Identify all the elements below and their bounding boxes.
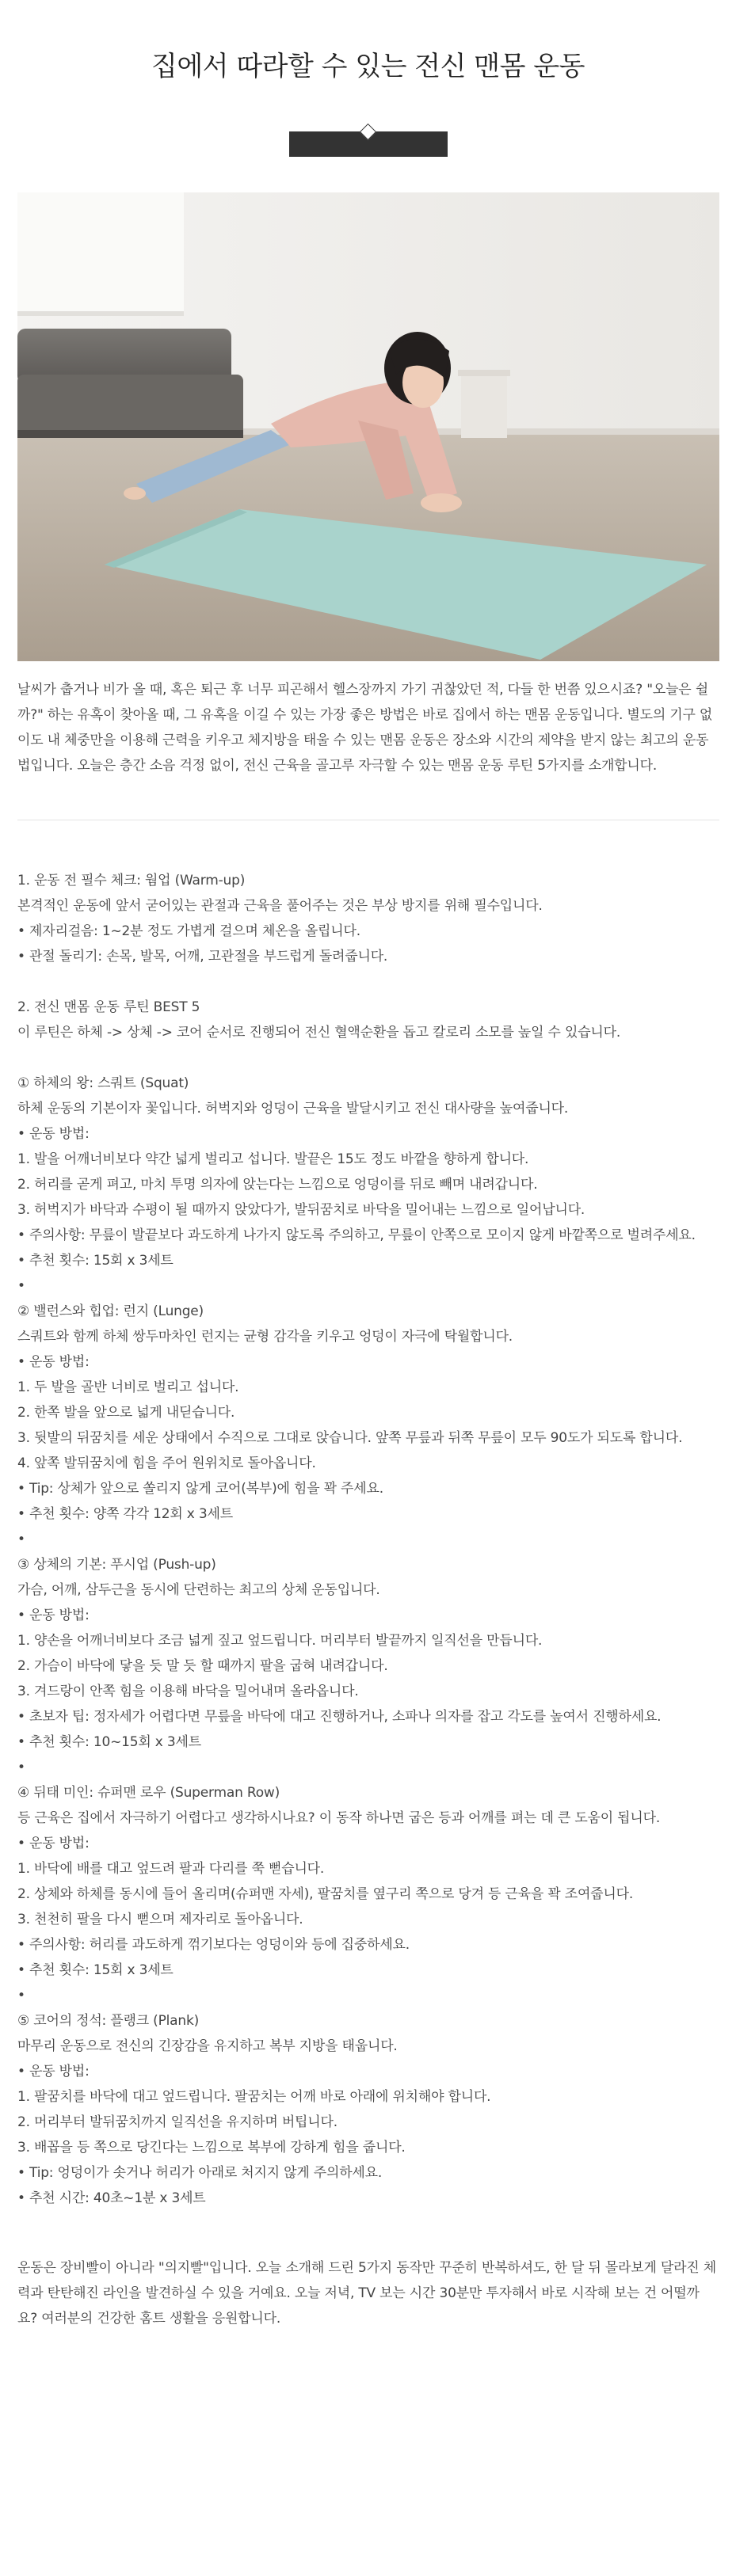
body-line: 2. 허리를 곧게 펴고, 마치 투명 의자에 앉는다는 느낌으로 엉덩이를 뒤로 빼며 내려갑니다. (17, 1177, 538, 1193)
body-line: 2. 한쪽 발을 앞으로 넓게 내딛습니다. (17, 1405, 235, 1421)
body-line: 4. 앞쪽 발뒤꿈치에 힘을 주어 원위치로 돌아옵니다. (17, 1455, 316, 1471)
body-line: • 추천 횟수: 15회 x 3세트 (17, 1962, 174, 1978)
hero-plank-photo (17, 192, 719, 661)
blank-line (17, 969, 719, 995)
body-line: 3. 허벅지가 바닥과 수평이 될 때까지 앉았다가, 발뒤꿈치로 바닥을 밀어내는 느낌으로 일어납니다. (17, 1202, 585, 1218)
body-line: 1. 팔꿈치를 바닥에 대고 엎드립니다. 팔꿈치는 어깨 바로 아래에 위치해야 합니다. (17, 2089, 491, 2105)
body-line: 1. 양손을 어깨너비보다 조금 넓게 짚고 엎드립니다. 머리부터 발끝까지 일직선을 만듭니다. (17, 1633, 543, 1649)
body-line: 2. 전신 맨몸 운동 루틴 BEST 5 (17, 999, 200, 1015)
body-line: 3. 겨드랑이 안쪽 힘을 이용해 바닥을 밀어내며 올라옵니다. (17, 1684, 359, 1699)
body-line: 2. 상체와 하체를 동시에 들어 올리며(슈퍼맨 자세), 팔꿈치를 옆구리 쪽으로 당겨 등 근육을 꽉 조여줍니다. (17, 1886, 634, 1902)
body-line: • 운동 방법: (17, 1836, 90, 1851)
body-line: • (17, 1988, 25, 2003)
diamond-ornament-icon (289, 124, 448, 140)
body-line: • 운동 방법: (17, 2064, 90, 2079)
body-line: • Tip: 엉덩이가 솟거나 허리가 아래로 처지지 않게 주의하세요. (17, 2165, 383, 2181)
body-line: 3. 배꼽을 등 쪽으로 당긴다는 느낌으로 복부에 강하게 힘을 줍니다. (17, 2140, 406, 2156)
body-line: 1. 바닥에 배를 대고 엎드려 팔과 다리를 쭉 뻗습니다. (17, 1861, 325, 1877)
body-line: 2. 머리부터 발뒤꿈치까지 일직선을 유지하며 버팁니다. (17, 2114, 337, 2130)
body-line: • (17, 1278, 25, 1294)
body-line: 가슴, 어깨, 삼두근을 동시에 단련하는 최고의 상체 운동입니다. (17, 1582, 380, 1598)
body-line: ③ 상체의 기본: 푸시업 (Push-up) (17, 1557, 216, 1573)
body-line: 3. 뒷발의 뒤꿈치를 세운 상태에서 수직으로 그대로 앉습니다. 앞쪽 무릎과 뒤쪽 무릎이 모두 90도가 되도록 합니다. (17, 1430, 683, 1446)
body-line: ② 밸런스와 힙업: 런지 (Lunge) (17, 1303, 204, 1319)
body-line: • 추천 횟수: 15회 x 3세트 (17, 1253, 174, 1269)
body-line: 하체 운동의 기본이자 꽃입니다. 허벅지와 엉덩이 근육을 발달시키고 전신 대사량을 높여줍니다. (17, 1101, 569, 1117)
body-line: • 운동 방법: (17, 1608, 90, 1623)
body-line: • 추천 횟수: 10~15회 x 3세트 (17, 1734, 201, 1750)
plank-illustration (17, 192, 719, 661)
intro-paragraph: 날씨가 춥거나 비가 올 때, 혹은 퇴근 후 너무 피곤해서 헬스장까지 가기 귀찮았던 적, 다들 한 번쯤 있으시죠? "오늘은 쉴까?" 하는 유혹이 찾아올 때, 그 유혹을 이길 수 있는 가장 좋은 방법은 바로 집에서 하는 맨몸 운동입니다. 별도의 기구 없이도 내 체중만을 이용해 근력을 키우고 체지방을 태울 수 있는 맨몸 운동은 장소와 시간의 제약을 받지 않는 최고의 운동법입니다. 오늘은 층간 소음 걱정 없이, 전신 근육을 골고루 자극할 수 있는 맨몸 운동 루틴 5가지를 소개합니다. (17, 682, 713, 774)
body-line: 본격적인 운동에 앞서 굳어있는 관절과 근육을 풀어주는 것은 부상 방지를 위해 필수입니다. (17, 898, 543, 914)
body-line: • 운동 방법: (17, 1126, 90, 1142)
body-line: 1. 두 발을 골반 너비로 벌리고 섭니다. (17, 1379, 239, 1395)
body-line: • Tip: 상체가 앞으로 쏠리지 않게 코어(복부)에 힘을 꽉 주세요. (17, 1481, 383, 1497)
body-line: 3. 천천히 팔을 다시 뻗으며 제자리로 돌아옵니다. (17, 1912, 303, 1927)
body-line: 1. 발을 어깨너비보다 약간 넓게 벌리고 섭니다. 발끝은 15도 정도 바깥을 향하게 합니다. (17, 1151, 529, 1167)
outro-paragraph: 운동은 장비빨이 아니라 "의지빨"입니다. 오늘 소개해 드린 5가지 동작만 꾸준히 반복하셔도, 한 달 뒤 몰라보게 달라진 체력과 탄탄해진 라인을 발견하실 수 있을 거예요. 오늘 저녁, TV 보는 시간 30분만 투자해서 바로 시작해 보는 건 어떨까요? 여러분의 건강한 홈트 생활을 응원합니다. (17, 2260, 716, 2327)
body-line: • 주의사항: 허리를 과도하게 꺾기보다는 엉덩이와 등에 집중하세요. (17, 1937, 410, 1953)
page-title: 집에서 따라할 수 있는 전신 맨몸 운동 (151, 51, 585, 82)
body-line: 1. 운동 전 필수 체크: 웜업 (Warm-up) (17, 873, 246, 888)
blank-line (17, 1045, 719, 1071)
body-line: ① 하체의 왕: 스쿼트 (Squat) (17, 1075, 189, 1091)
body-line: • 관절 돌리기: 손목, 발목, 어깨, 고관절을 부드럽게 돌려줍니다. (17, 949, 388, 965)
body-line: 2. 가슴이 바닥에 닿을 듯 말 듯 할 때까지 팔을 굽혀 내려갑니다. (17, 1658, 388, 1674)
body-line: 이 루틴은 하체 -> 상체 -> 코어 순서로 진행되어 전신 혈액순환을 돕고 칼로리 소모를 높일 수 있습니다. (17, 1025, 621, 1041)
body-line: • 추천 시간: 40초~1분 x 3세트 (17, 2190, 206, 2206)
body-line: 스쿼트와 함께 하체 쌍두마차인 런지는 균형 감각을 키우고 엉덩이 자극에 탁월합니다. (17, 1329, 513, 1345)
body-line: • 운동 방법: (17, 1354, 90, 1370)
body-line: • (17, 1532, 25, 1547)
body-line: 마무리 운동으로 전신의 긴장감을 유지하고 복부 지방을 태웁니다. (17, 2038, 398, 2054)
body-line: ④ 뒤태 미인: 슈퍼맨 로우 (Superman Row) (17, 1785, 280, 1801)
body-line: • 제자리걸음: 1~2분 정도 가볍게 걸으며 체온을 올립니다. (17, 923, 360, 939)
body-line: ⑤ 코어의 정석: 플랭크 (Plank) (17, 2013, 200, 2029)
body-line: 등 근육은 집에서 자극하기 어렵다고 생각하시나요? 이 동작 하나면 굽은 등과 어깨를 펴는 데 큰 도움이 됩니다. (17, 1810, 661, 1826)
body-line: • (17, 1760, 25, 1775)
body-line: • 추천 횟수: 양쪽 각각 12회 x 3세트 (17, 1506, 233, 1522)
body-line: • 주의사항: 무릎이 발끝보다 과도하게 나가지 않도록 주의하고, 무릎이 안쪽으로 모이지 않게 바깥쪽으로 벌려주세요. (17, 1227, 696, 1243)
body-line: • 초보자 팁: 정자세가 어렵다면 무릎을 바닥에 대고 진행하거나, 소파나 의자를 잡고 각도를 높여서 진행하세요. (17, 1709, 662, 1725)
article-body (17, 868, 719, 2211)
